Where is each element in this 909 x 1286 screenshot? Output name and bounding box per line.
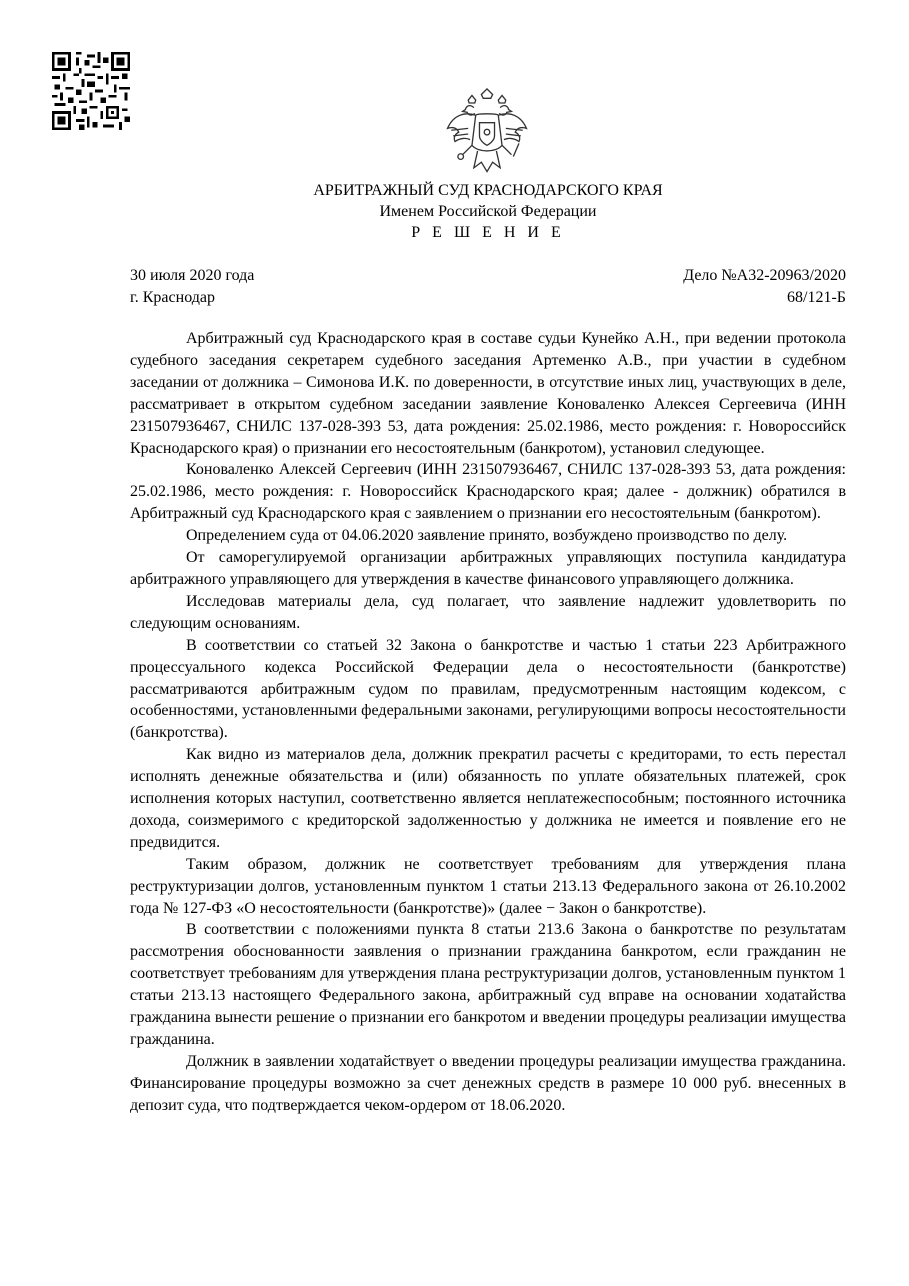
case-meta: [130, 265, 846, 309]
city: г. Краснодар: [130, 289, 215, 306]
paragraph: Коноваленко Алексей Сергеевич (ИНН 231507936467, СНИЛС 137-028-393 53, дата рождения: 25.02.1986, место рождения: г. Новороссийск Краснодарского края; далее - должник) обратился в Арбитражный суд Краснодарского края с заявлением о признании его несостоятельным (банкротом).: [130, 461, 846, 523]
paragraph: Как видно из материалов дела, должник прекратил расчеты с кредиторами, то есть перестал исполнять денежные обязательства и (или) обязанность по уплате обязательных платежей, срок исполнения которых наступил, соответственно является неплатежеспособным; постоянного источника дохода, соизмеримого с кредиторской задолженностью у должника не имеется и появление его не предвидится.: [130, 746, 846, 851]
document-body: [130, 328, 846, 1117]
qr-code: [52, 52, 130, 130]
document-header: [130, 180, 846, 243]
paragraph: Таким образом, должник не соответствует требованиям для утверждения плана реструктуризации долгов, установленным пунктом 1 статьи 213.13 Федерального закона от 26.10.2002 года № 127-ФЗ «О несостоятельности (банкротстве)» (далее − Закон о банкротстве).: [130, 855, 846, 917]
case-number: Дело №А32-20963/2020: [683, 267, 846, 284]
paragraph: Должник в заявлении ходатайствует о введении процедуры реализации имущества гражданина. Финансирование процедуры возможно за счет денежных средств в размере 10 000 руб. внесенных в депозит суда, что подтверждается чеком-ордером от 18.06.2020.: [130, 1052, 846, 1114]
paragraph: В соответствии с положениями пункта 8 статьи 213.6 Закона о банкротстве по результатам рассмотрения обоснованности заявления о признании гражданина банкротом, если гражданин не соответствует требованиям для утверждения плана реструктуризации долгов, установленным пунктом 1 статьи 213.13 настоящего Федерального закона, арбитражный суд вправе на основании ходатайства гражданина вынести решение о признании его банкротом и введении процедуры реализации имущества гражданина.: [130, 921, 846, 1048]
in-name-of: Именем Российской Федерации: [379, 203, 597, 220]
paragraph: От саморегулируемой организации арбитражных управляющих поступила кандидатура арбитражного управляющего для утверждения в качестве финансового управляющего должника.: [130, 549, 846, 588]
court-name: АРБИТРАЖНЫЙ СУД КРАСНОДАРСКОГО КРАЯ: [313, 182, 663, 199]
paragraph: В соответствии со статьей 32 Закона о банкротстве и частью 1 статьи 223 Арбитражного процессуального кодекса Российской Федерации дела о несостоятельности (банкротстве) рассматриваются арбитражным судом по правилам, предусмотренным настоящим кодексом, с особенностями, установленными федеральными законами, регулирующими вопросы несостоятельности (банкротства).: [130, 636, 846, 742]
coat-of-arms-icon: [440, 86, 534, 182]
paragraph: Арбитражный суд Краснодарского края в составе судьи Кунейко А.Н., при ведении протокола судебного заседания секретарем судебного заседания Артеменко А.В., при участии в судебном заседании от должника – Симонова И.К. по доверенности, в отсутствие иных лиц, участвующих в деле, рассматривает в открытом судебном заседании заявление Коноваленко Алексея Сергеевича (ИНН 231507936467, СНИЛС 137-028-393 53, дата рождения: 25.02.1986, место рождения: г. Новороссийск Краснодарского края) о признании его несостоятельным (банкротом), установил следующее.: [130, 330, 846, 457]
case-sub-number: 68/121-Б: [787, 289, 846, 306]
paragraph: Определением суда от 04.06.2020 заявление принято, возбуждено производство по делу.: [186, 527, 788, 545]
decision-date: 30 июля 2020 года: [130, 267, 255, 284]
document-type: Р Е Ш Е Н И Е: [411, 224, 565, 241]
paragraph: Исследовав материалы дела, суд полагает, что заявление надлежит удовлетворить по следующим основаниям.: [130, 592, 846, 632]
